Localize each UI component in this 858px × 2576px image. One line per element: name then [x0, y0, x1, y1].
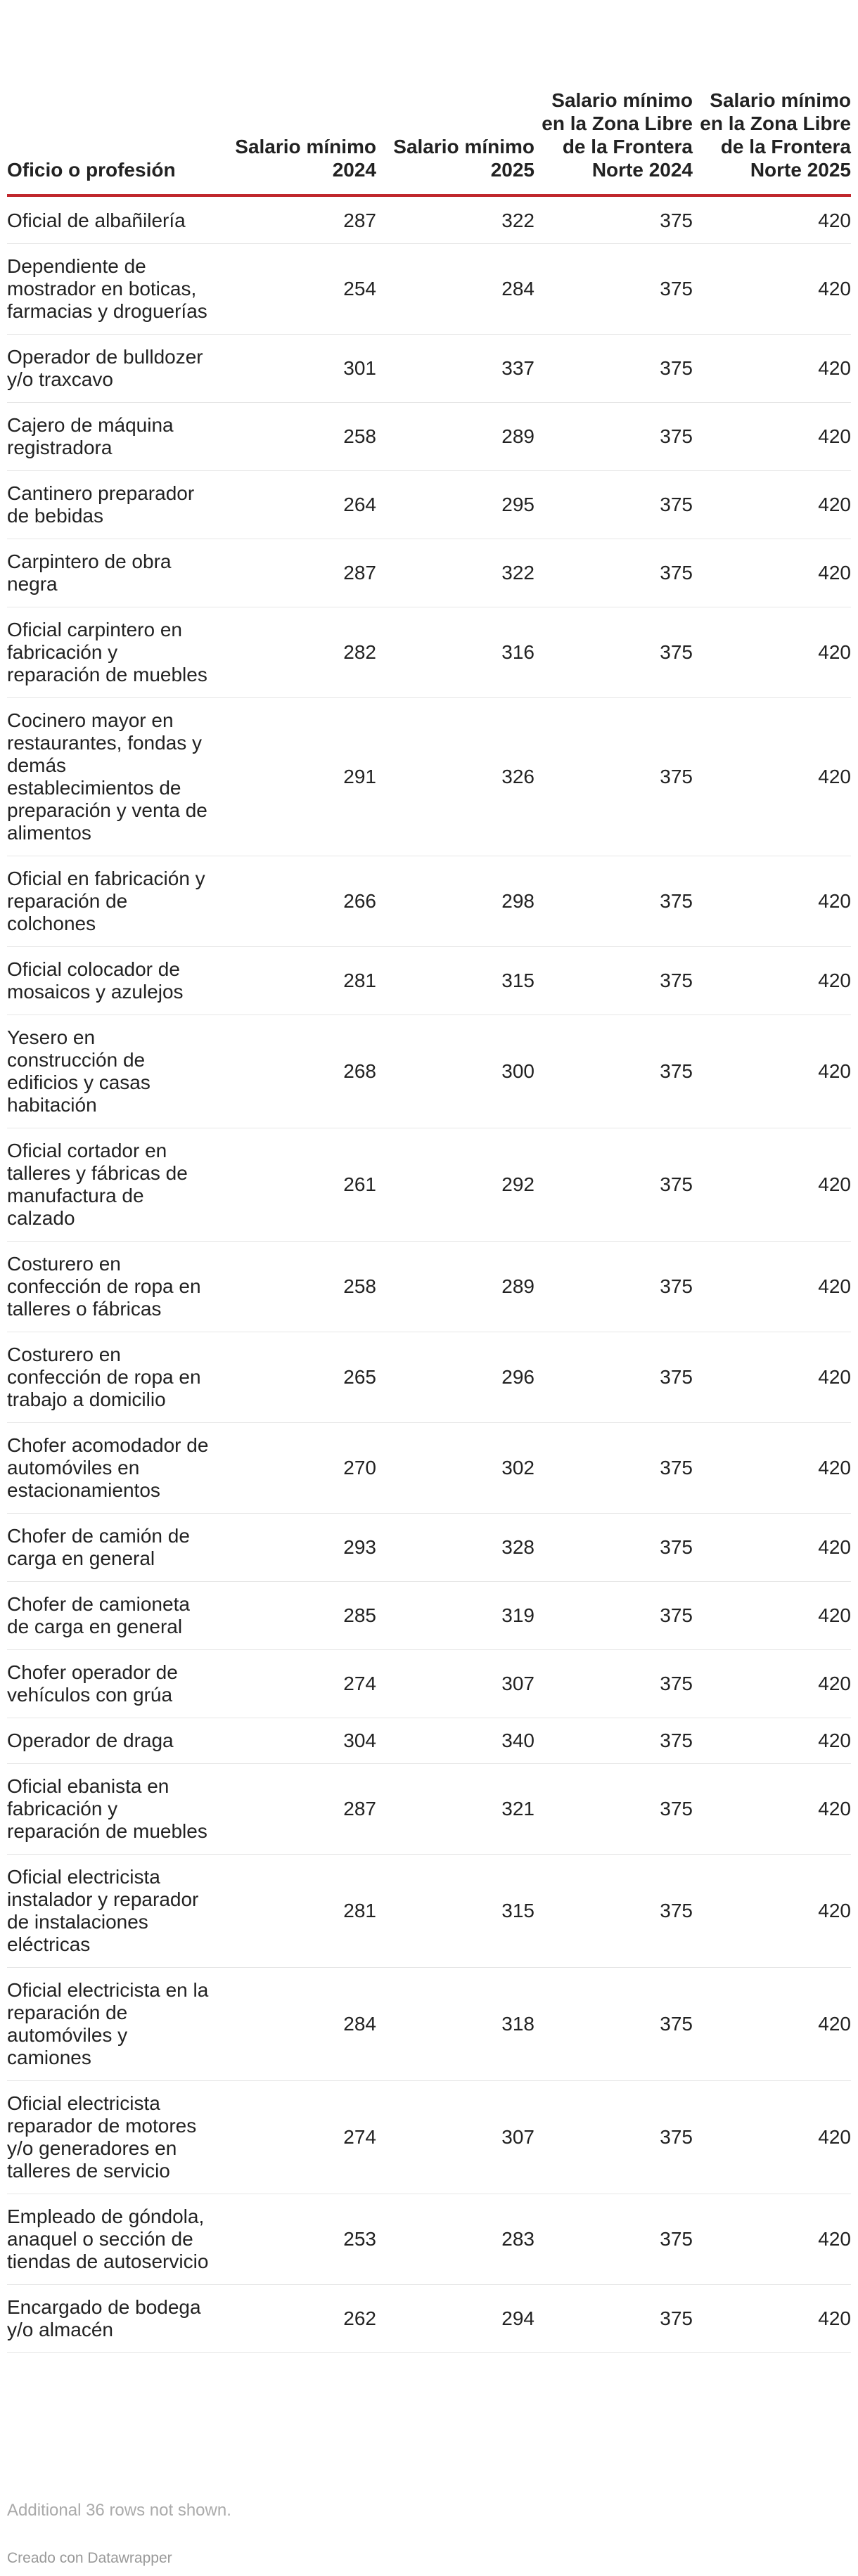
cell-salario-2025: 315: [376, 947, 534, 1015]
table-row: [7, 607, 851, 698]
cell-zona-libre-2025: 420: [693, 2285, 851, 2353]
cell-salario-2025: 295: [376, 471, 534, 539]
table-row: [7, 195, 851, 244]
cell-zona-libre-2025: 420: [693, 2081, 851, 2194]
cell-salario-2024: 304: [218, 1718, 376, 1764]
cell-zona-libre-2025: 420: [693, 195, 851, 244]
cell-zona-libre-2025: 420: [693, 1968, 851, 2081]
cell-salario-2024: 268: [218, 1015, 376, 1128]
cell-salario-2024: 293: [218, 1514, 376, 1582]
cell-salario-2024: 284: [218, 1968, 376, 2081]
header-zona-libre-2024[interactable]: Salario mínimo en la Zona Libre de la Frontera Norte 2024: [534, 0, 693, 195]
cell-zona-libre-2025: 420: [693, 244, 851, 335]
cell-oficio: Cajero de máquina registradora: [7, 403, 218, 471]
table-row: [7, 1423, 851, 1514]
cell-salario-2025: 319: [376, 1582, 534, 1650]
cell-zona-libre-2024: 375: [534, 1423, 693, 1514]
cell-salario-2024: 262: [218, 2285, 376, 2353]
cell-oficio: Oficial electricista reparador de motores y/o generadores en talleres de servicio: [7, 2081, 218, 2194]
cell-salario-2024: 266: [218, 856, 376, 947]
cell-salario-2025: 322: [376, 539, 534, 607]
cell-zona-libre-2024: 375: [534, 1582, 693, 1650]
cell-oficio: Costurero en confección de ropa en trabajo a domicilio: [7, 1332, 218, 1423]
cell-oficio: Chofer acomodador de automóviles en estacionamientos: [7, 1423, 218, 1514]
table-row: [7, 1242, 851, 1332]
cell-zona-libre-2024: 375: [534, 2081, 693, 2194]
cell-salario-2025: 307: [376, 2081, 534, 2194]
table-row: [7, 1332, 851, 1423]
cell-oficio: Operador de draga: [7, 1718, 218, 1764]
cell-zona-libre-2025: 420: [693, 947, 851, 1015]
cell-zona-libre-2025: 420: [693, 1423, 851, 1514]
cell-salario-2025: 292: [376, 1128, 534, 1242]
cell-oficio: Chofer operador de vehículos con grúa: [7, 1650, 218, 1718]
cell-oficio: Oficial ebanista en fabricación y reparación de muebles: [7, 1764, 218, 1855]
cell-zona-libre-2024: 375: [534, 1242, 693, 1332]
cell-salario-2024: 253: [218, 2194, 376, 2285]
cell-zona-libre-2025: 420: [693, 1650, 851, 1718]
cell-salario-2024: 281: [218, 947, 376, 1015]
cell-salario-2025: 328: [376, 1514, 534, 1582]
cell-zona-libre-2025: 420: [693, 2194, 851, 2285]
cell-salario-2024: 287: [218, 539, 376, 607]
cell-zona-libre-2025: 420: [693, 539, 851, 607]
cell-oficio: Empleado de góndola, anaquel o sección de tiendas de autoservicio: [7, 2194, 218, 2285]
cell-zona-libre-2025: 420: [693, 607, 851, 698]
cell-salario-2025: 318: [376, 1968, 534, 2081]
datawrapper-credit: Creado con Datawrapper: [7, 2550, 172, 2566]
cell-zona-libre-2025: 420: [693, 1718, 851, 1764]
table-row: [7, 1582, 851, 1650]
cell-salario-2025: 289: [376, 403, 534, 471]
cell-zona-libre-2025: 420: [693, 1015, 851, 1128]
cell-zona-libre-2025: 420: [693, 1764, 851, 1855]
cell-oficio: Costurero en confección de ropa en talleres o fábricas: [7, 1242, 218, 1332]
cell-zona-libre-2024: 375: [534, 1968, 693, 2081]
table-row: [7, 335, 851, 403]
salary-table: [7, 0, 851, 2353]
cell-zona-libre-2025: 420: [693, 471, 851, 539]
cell-oficio: Oficial electricista instalador y reparador de instalaciones eléctricas: [7, 1855, 218, 1968]
cell-salario-2024: 287: [218, 1764, 376, 1855]
table-row: [7, 1514, 851, 1582]
cell-salario-2025: 298: [376, 856, 534, 947]
cell-oficio: Oficial electricista en la reparación de automóviles y camiones: [7, 1968, 218, 2081]
cell-salario-2025: 300: [376, 1015, 534, 1128]
cell-zona-libre-2024: 375: [534, 195, 693, 244]
cell-zona-libre-2024: 375: [534, 947, 693, 1015]
cell-salario-2025: 315: [376, 1855, 534, 1968]
cell-salario-2025: 322: [376, 195, 534, 244]
cell-salario-2024: 258: [218, 1242, 376, 1332]
cell-zona-libre-2024: 375: [534, 2285, 693, 2353]
cell-zona-libre-2025: 420: [693, 1332, 851, 1423]
cell-zona-libre-2024: 375: [534, 2194, 693, 2285]
cell-salario-2024: 254: [218, 244, 376, 335]
cell-zona-libre-2024: 375: [534, 335, 693, 403]
rows-not-shown-note: Additional 36 rows not shown.: [7, 2501, 231, 2520]
cell-zona-libre-2024: 375: [534, 471, 693, 539]
cell-salario-2024: 287: [218, 195, 376, 244]
table-row: [7, 698, 851, 856]
cell-zona-libre-2024: 375: [534, 698, 693, 856]
cell-oficio: Cocinero mayor en restaurantes, fondas y demás establecimientos de preparación y venta de alimentos: [7, 698, 218, 856]
cell-salario-2025: 337: [376, 335, 534, 403]
cell-salario-2025: 326: [376, 698, 534, 856]
cell-oficio: Carpintero de obra negra: [7, 539, 218, 607]
cell-zona-libre-2025: 420: [693, 1242, 851, 1332]
cell-salario-2025: 284: [376, 244, 534, 335]
cell-salario-2025: 283: [376, 2194, 534, 2285]
cell-salario-2024: 264: [218, 471, 376, 539]
cell-zona-libre-2024: 375: [534, 607, 693, 698]
table-row: [7, 1650, 851, 1718]
cell-zona-libre-2024: 375: [534, 1650, 693, 1718]
cell-oficio: Cantinero preparador de bebidas: [7, 471, 218, 539]
cell-salario-2025: 307: [376, 1650, 534, 1718]
cell-salario-2024: 301: [218, 335, 376, 403]
cell-zona-libre-2025: 420: [693, 856, 851, 947]
cell-salario-2025: 316: [376, 607, 534, 698]
table-row: [7, 947, 851, 1015]
cell-salario-2024: 285: [218, 1582, 376, 1650]
cell-zona-libre-2024: 375: [534, 1128, 693, 1242]
cell-zona-libre-2024: 375: [534, 1855, 693, 1968]
cell-oficio: Oficial de albañilería: [7, 195, 218, 244]
cell-zona-libre-2024: 375: [534, 403, 693, 471]
cell-salario-2024: 258: [218, 403, 376, 471]
cell-zona-libre-2024: 375: [534, 1332, 693, 1423]
header-oficio[interactable]: Oficio o profesión: [7, 0, 218, 195]
cell-oficio: Oficial en fabricación y reparación de colchones: [7, 856, 218, 947]
cell-salario-2025: 289: [376, 1242, 534, 1332]
table-row: [7, 856, 851, 947]
header-salario-2024[interactable]: Salario mínimo 2024: [218, 0, 376, 195]
cell-oficio: Operador de bulldozer y/o traxcavo: [7, 335, 218, 403]
table-row: [7, 1764, 851, 1855]
cell-zona-libre-2025: 420: [693, 1128, 851, 1242]
cell-zona-libre-2025: 420: [693, 403, 851, 471]
table-row: [7, 2081, 851, 2194]
cell-oficio: Chofer de camioneta de carga en general: [7, 1582, 218, 1650]
cell-salario-2024: 281: [218, 1855, 376, 1968]
cell-salario-2024: 270: [218, 1423, 376, 1514]
cell-salario-2025: 296: [376, 1332, 534, 1423]
cell-zona-libre-2024: 375: [534, 244, 693, 335]
table-row: [7, 244, 851, 335]
cell-salario-2025: 340: [376, 1718, 534, 1764]
cell-salario-2024: 274: [218, 1650, 376, 1718]
cell-oficio: Oficial carpintero en fabricación y reparación de muebles: [7, 607, 218, 698]
header-row: [7, 0, 851, 195]
cell-salario-2024: 291: [218, 698, 376, 856]
table-row: [7, 1128, 851, 1242]
cell-salario-2024: 265: [218, 1332, 376, 1423]
table-row: [7, 403, 851, 471]
table-row: [7, 2285, 851, 2353]
header-salario-2025[interactable]: Salario mínimo 2025: [376, 0, 534, 195]
cell-zona-libre-2025: 420: [693, 1582, 851, 1650]
table-row: [7, 539, 851, 607]
cell-salario-2024: 282: [218, 607, 376, 698]
cell-zona-libre-2025: 420: [693, 1855, 851, 1968]
cell-oficio: Oficial cortador en talleres y fábricas de manufactura de calzado: [7, 1128, 218, 1242]
header-zona-libre-2025[interactable]: Salario mínimo en la Zona Libre de la Frontera Norte 2025: [693, 0, 851, 195]
table-row: [7, 1015, 851, 1128]
cell-salario-2025: 321: [376, 1764, 534, 1855]
cell-zona-libre-2024: 375: [534, 1514, 693, 1582]
table-header: [7, 0, 851, 195]
cell-oficio: Dependiente de mostrador en boticas, farmacias y droguerías: [7, 244, 218, 335]
cell-oficio: Chofer de camión de carga en general: [7, 1514, 218, 1582]
cell-zona-libre-2025: 420: [693, 335, 851, 403]
table-row: [7, 2194, 851, 2285]
table-row: [7, 1718, 851, 1764]
cell-zona-libre-2025: 420: [693, 698, 851, 856]
table-row: [7, 1968, 851, 2081]
cell-zona-libre-2024: 375: [534, 1718, 693, 1764]
table-row: [7, 1855, 851, 1968]
table-row: [7, 471, 851, 539]
cell-salario-2024: 274: [218, 2081, 376, 2194]
cell-zona-libre-2024: 375: [534, 1015, 693, 1128]
cell-zona-libre-2024: 375: [534, 1764, 693, 1855]
table-body: [7, 195, 851, 2353]
cell-oficio: Encargado de bodega y/o almacén: [7, 2285, 218, 2353]
cell-zona-libre-2024: 375: [534, 856, 693, 947]
cell-oficio: Yesero en construcción de edificios y casas habitación: [7, 1015, 218, 1128]
cell-oficio: Oficial colocador de mosaicos y azulejos: [7, 947, 218, 1015]
cell-salario-2025: 302: [376, 1423, 534, 1514]
cell-salario-2024: 261: [218, 1128, 376, 1242]
cell-salario-2025: 294: [376, 2285, 534, 2353]
cell-zona-libre-2024: 375: [534, 539, 693, 607]
cell-zona-libre-2025: 420: [693, 1514, 851, 1582]
